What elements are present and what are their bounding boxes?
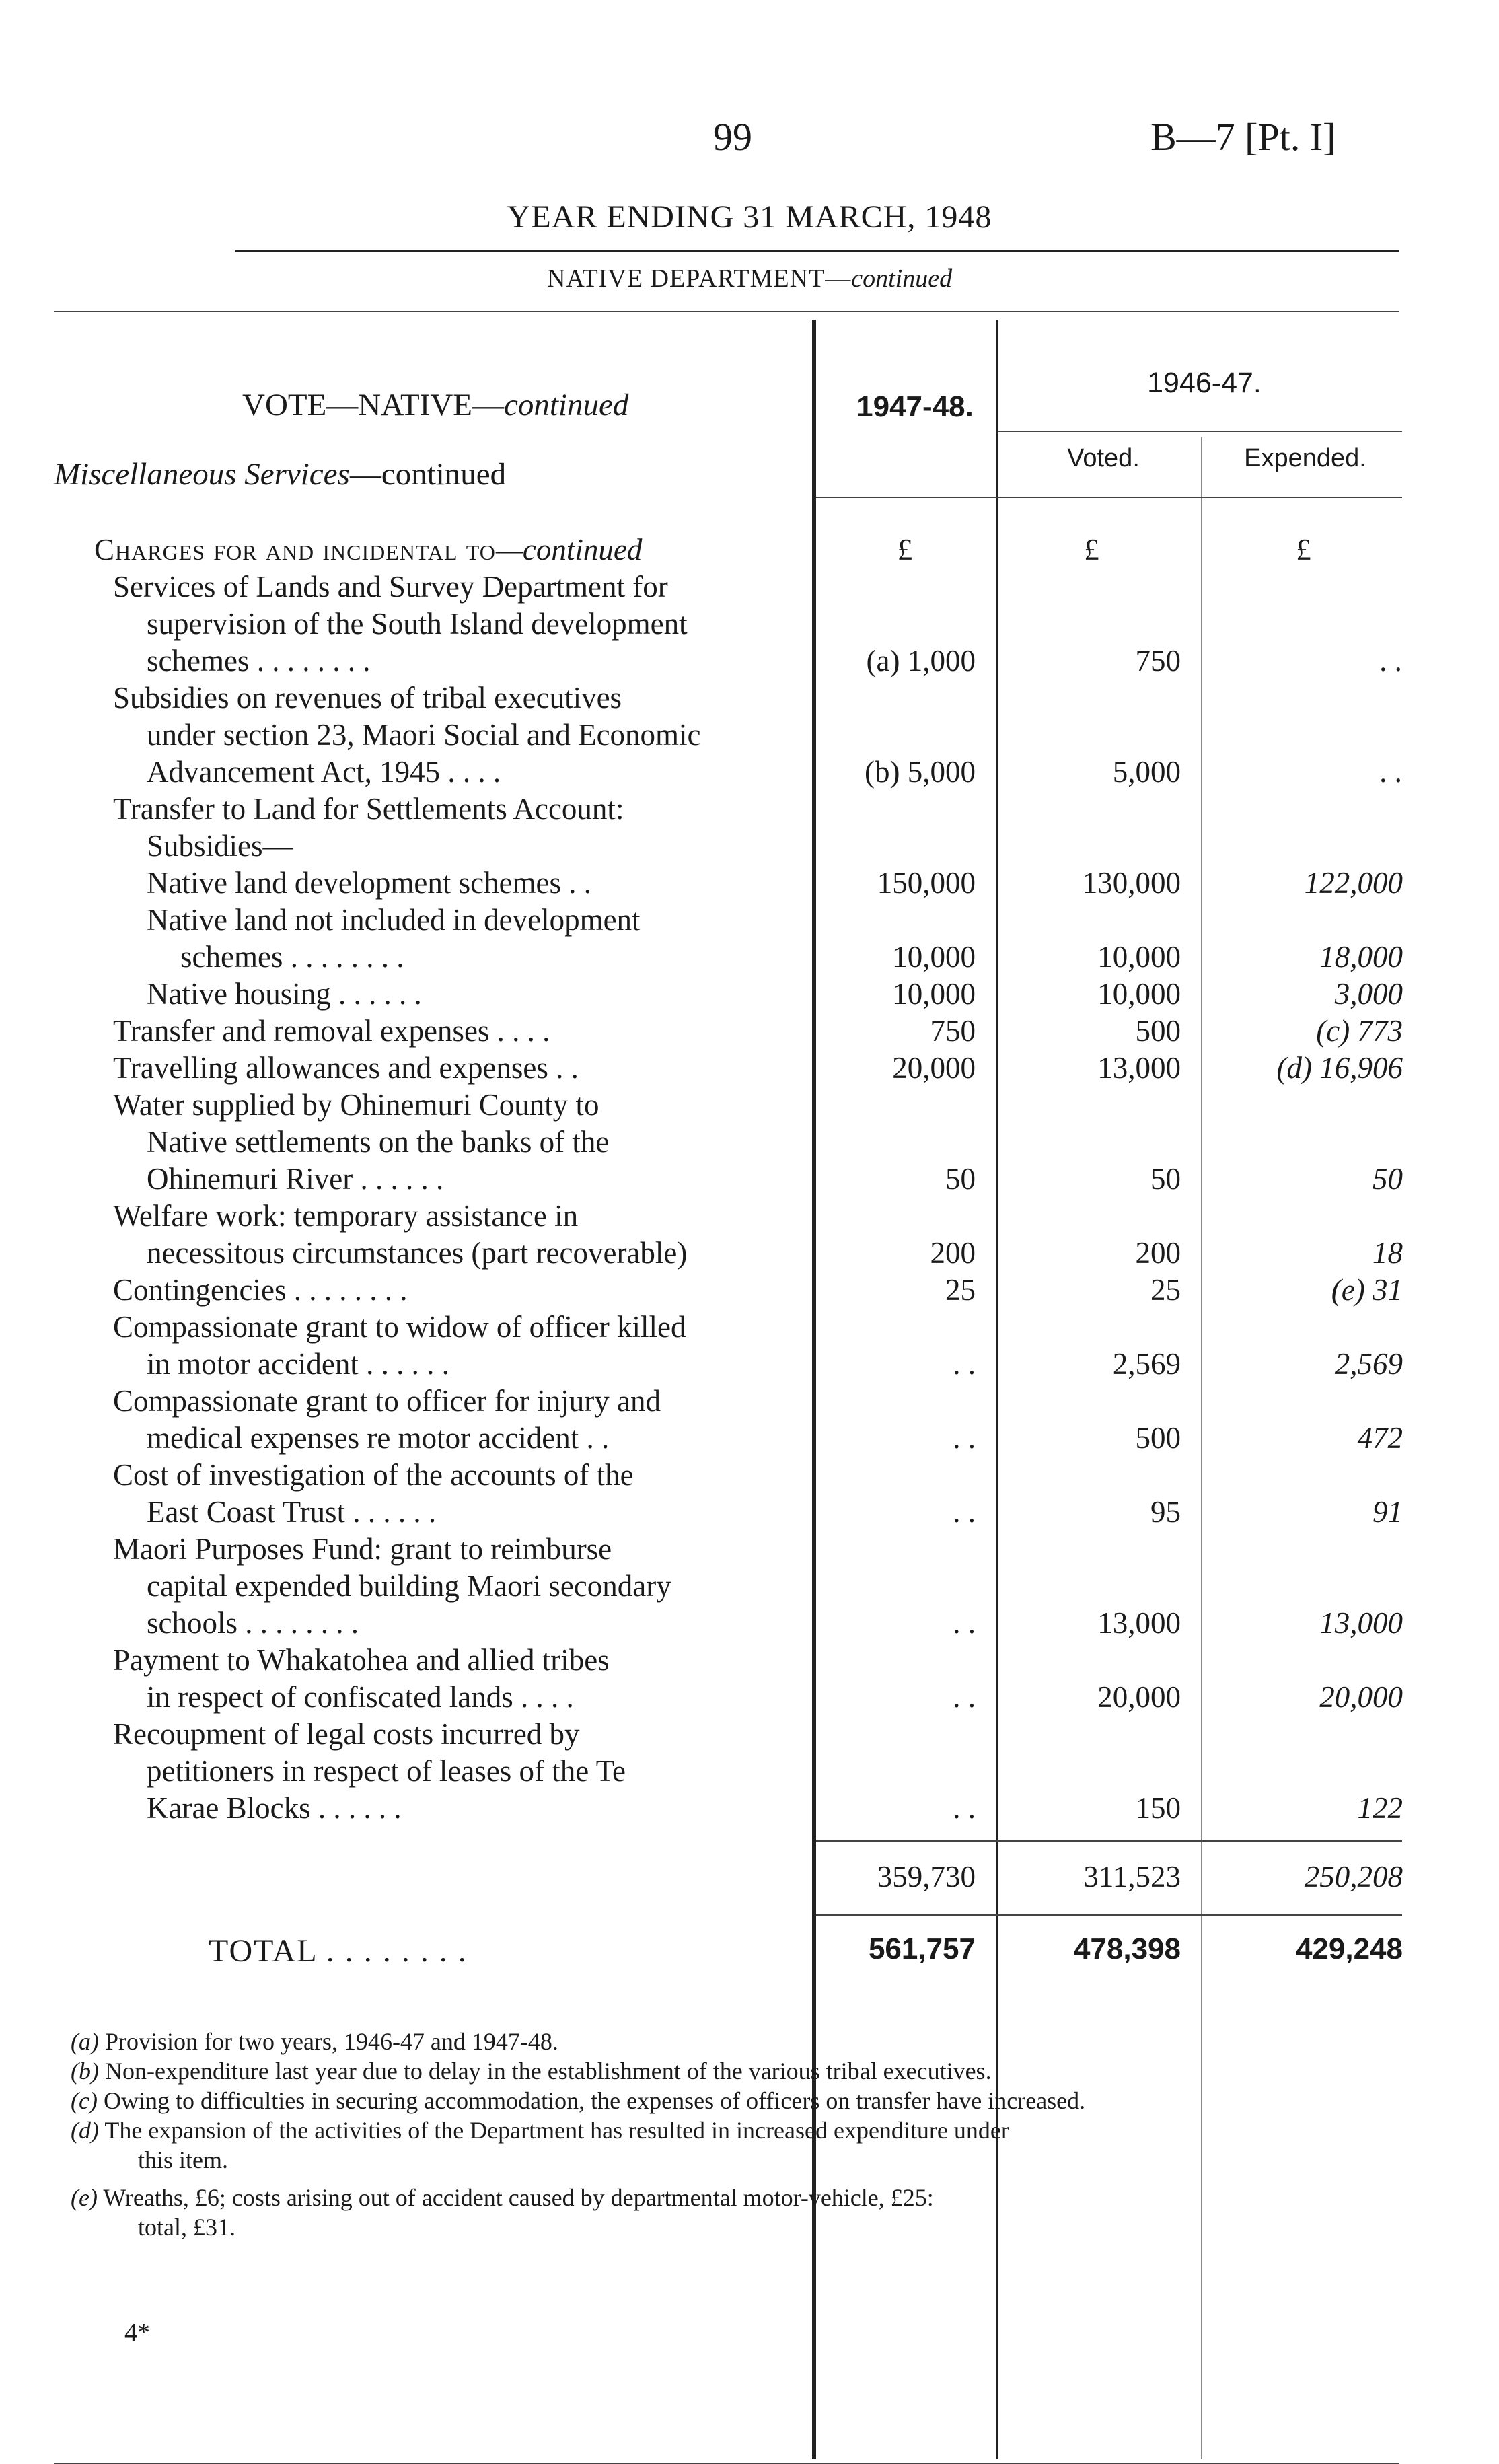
table-row: Native housing . . . . . .	[147, 977, 422, 1011]
cell-voted: 130,000	[1082, 866, 1181, 900]
cell-1947-48: . .	[953, 1347, 976, 1381]
table-row: Native land not included in development	[147, 903, 641, 937]
cell-1947-48: . .	[953, 1791, 976, 1825]
footnote-continuation: total, £31.	[138, 2214, 235, 2241]
cell-expended: 472	[1357, 1421, 1403, 1455]
cell-expended: (d) 16,906	[1276, 1051, 1403, 1085]
cell-1947-48: 25	[945, 1273, 976, 1307]
total-1947-48: 561,757	[868, 1932, 976, 1965]
cell-voted: 50	[1150, 1162, 1181, 1196]
total-expended: 429,248	[1295, 1932, 1403, 1965]
cell-1947-48: (a) 1,000	[866, 644, 976, 678]
table-row: supervision of the South Island development	[147, 607, 688, 641]
cell-voted: 2,569	[1112, 1347, 1181, 1381]
table-row: medical expenses re motor accident . .	[147, 1421, 610, 1455]
cell-expended: 18,000	[1319, 940, 1403, 974]
table-row: Welfare work: temporary assistance in	[113, 1199, 579, 1233]
cell-expended: 122,000	[1304, 866, 1403, 900]
table-row: Contingencies . . . . . . . .	[113, 1273, 408, 1307]
subtotal-1947-48: 359,730	[877, 1860, 976, 1893]
cell-1947-48: . .	[953, 1421, 976, 1455]
cell-1947-48: 20,000	[892, 1051, 976, 1085]
cell-voted: 10,000	[1097, 940, 1181, 974]
cell-voted: 150	[1135, 1791, 1181, 1825]
subtotal-voted: 311,523	[1083, 1860, 1181, 1893]
table-row: Cost of investigation of the accounts of the	[113, 1458, 634, 1492]
header-rule	[998, 431, 1402, 432]
table-row: Payment to Whakatohea and allied tribes	[113, 1643, 610, 1677]
table-row: Recoupment of legal costs incurred by	[113, 1717, 580, 1751]
table-row: Subsidies on revenues of tribal executives	[113, 681, 622, 715]
cell-1947-48: 50	[945, 1162, 976, 1196]
divider	[54, 311, 1399, 312]
cell-voted: 95	[1150, 1495, 1181, 1529]
table-row: Charges for and incidental to—continued	[94, 533, 643, 567]
cell-voted: 500	[1135, 1014, 1181, 1048]
page-number: 99	[713, 115, 752, 159]
cell-expended: 20,000	[1319, 1680, 1403, 1714]
cell-1947-48: £	[897, 533, 913, 567]
cell-1947-48: 200	[930, 1236, 976, 1270]
cell-voted: 10,000	[1097, 977, 1181, 1011]
document-reference: B—7 [Pt. I]	[1150, 115, 1336, 159]
table-row: Compassionate grant to widow of officer killed	[113, 1310, 686, 1344]
table-row: Services of Lands and Survey Department for	[113, 570, 668, 604]
cell-expended: . .	[1380, 644, 1403, 678]
cell-expended: 91	[1373, 1495, 1403, 1529]
table-row: schools . . . . . . . .	[147, 1606, 359, 1640]
table-row: petitioners in respect of leases of the Te	[147, 1754, 626, 1788]
cell-voted: 13,000	[1097, 1606, 1181, 1640]
table-row: Maori Purposes Fund: grant to reimburse	[113, 1532, 612, 1566]
cell-expended: 3,000	[1334, 977, 1403, 1011]
table-row: Travelling allowances and expenses . .	[113, 1051, 579, 1085]
footnote: (b) Non-expenditure last year due to delay in the establishment of the various tribal executives.	[71, 2058, 992, 2085]
table-row: capital expended building Maori secondary	[147, 1569, 671, 1603]
column-divider	[1201, 437, 1202, 2459]
cell-voted: 25	[1150, 1273, 1181, 1307]
table-row: under section 23, Maori Social and Economic	[147, 718, 701, 752]
table-row: Native land development schemes . .	[147, 866, 592, 900]
table-row: in respect of confiscated lands . . . .	[147, 1680, 574, 1714]
table-row: East Coast Trust . . . . . .	[147, 1495, 437, 1529]
table-row: in motor accident . . . . . .	[147, 1347, 449, 1381]
cell-1947-48: (b) 5,000	[865, 755, 976, 789]
total-rule	[816, 1914, 1402, 1916]
cell-expended: . .	[1380, 755, 1403, 789]
cell-1947-48: . .	[953, 1606, 976, 1640]
cell-voted: 20,000	[1097, 1680, 1181, 1714]
cell-1947-48: 10,000	[892, 977, 976, 1011]
divider	[235, 250, 1399, 252]
table-row: Subsidies—	[147, 829, 293, 863]
section-heading: Miscellaneous Services—continued	[54, 457, 507, 492]
cell-1947-48: . .	[953, 1680, 976, 1714]
subtotal-rule	[816, 1840, 1402, 1842]
cell-expended: (c) 773	[1316, 1014, 1403, 1048]
table-row: Water supplied by Ohinemuri County to	[113, 1088, 599, 1122]
cell-voted: 13,000	[1097, 1051, 1181, 1085]
table-row: Advancement Act, 1945 . . . .	[147, 755, 501, 789]
footnote: (a) Provision for two years, 1946-47 and 1947-48.	[71, 2028, 558, 2055]
table-row: Ohinemuri River . . . . . .	[147, 1162, 444, 1196]
table-row: Native settlements on the banks of the	[147, 1125, 610, 1159]
header-rule	[816, 497, 1402, 498]
table-row: schemes . . . . . . . .	[147, 644, 371, 678]
year-title: YEAR ENDING 31 MARCH, 1948	[507, 199, 992, 235]
cell-1947-48: 10,000	[892, 940, 976, 974]
cell-voted: £	[1084, 533, 1099, 567]
column-header-voted: Voted.	[1067, 444, 1140, 472]
cell-expended: 50	[1373, 1162, 1403, 1196]
footnote: (e) Wreaths, £6; costs arising out of accident caused by departmental motor-vehicle, £25:	[71, 2184, 934, 2211]
column-header-1947-48: 1947-48.	[856, 390, 974, 423]
cell-expended: (e) 31	[1331, 1273, 1403, 1307]
footnote: (c) Owing to difficulties in securing accommodation, the expenses of officers on transfer have increased.	[71, 2087, 1086, 2114]
cell-1947-48: . .	[953, 1495, 976, 1529]
table-row: Compassionate grant to officer for injury and	[113, 1384, 661, 1418]
cell-expended: 13,000	[1319, 1606, 1403, 1640]
table-row: schemes . . . . . . . .	[180, 940, 404, 974]
cell-voted: 750	[1135, 644, 1181, 678]
cell-expended: 2,569	[1334, 1347, 1403, 1381]
table-row: Transfer and removal expenses . . . .	[113, 1014, 550, 1048]
column-header-1946-47: 1946-47.	[1147, 367, 1262, 399]
cell-expended: £	[1296, 533, 1311, 567]
department-title: NATIVE DEPARTMENT—continued	[546, 264, 953, 293]
table-row: necessitous circumstances (part recoverable)	[147, 1236, 688, 1270]
total-voted: 478,398	[1073, 1932, 1181, 1965]
cell-voted: 5,000	[1112, 755, 1181, 789]
cell-expended: 18	[1373, 1236, 1403, 1270]
cell-1947-48: 150,000	[877, 866, 976, 900]
table-row: Karae Blocks . . . . . .	[147, 1791, 402, 1825]
column-header-expended: Expended.	[1244, 444, 1366, 472]
subtotal-expended: 250,208	[1304, 1860, 1403, 1893]
vote-heading: VOTE—NATIVE—continued	[242, 388, 629, 423]
footnote: (d) The expansion of the activities of the Department has resulted in increased expenditure under	[71, 2117, 1009, 2144]
cell-expended: 122	[1357, 1791, 1403, 1825]
printer-mark: 4*	[124, 2319, 150, 2347]
total-label: TOTAL . . . . . . . .	[209, 1933, 468, 1969]
table-row: Transfer to Land for Settlements Account:	[113, 792, 624, 826]
cell-voted: 200	[1135, 1236, 1181, 1270]
cell-1947-48: 750	[930, 1014, 976, 1048]
footnote-continuation: this item.	[138, 2146, 228, 2173]
cell-voted: 500	[1135, 1421, 1181, 1455]
